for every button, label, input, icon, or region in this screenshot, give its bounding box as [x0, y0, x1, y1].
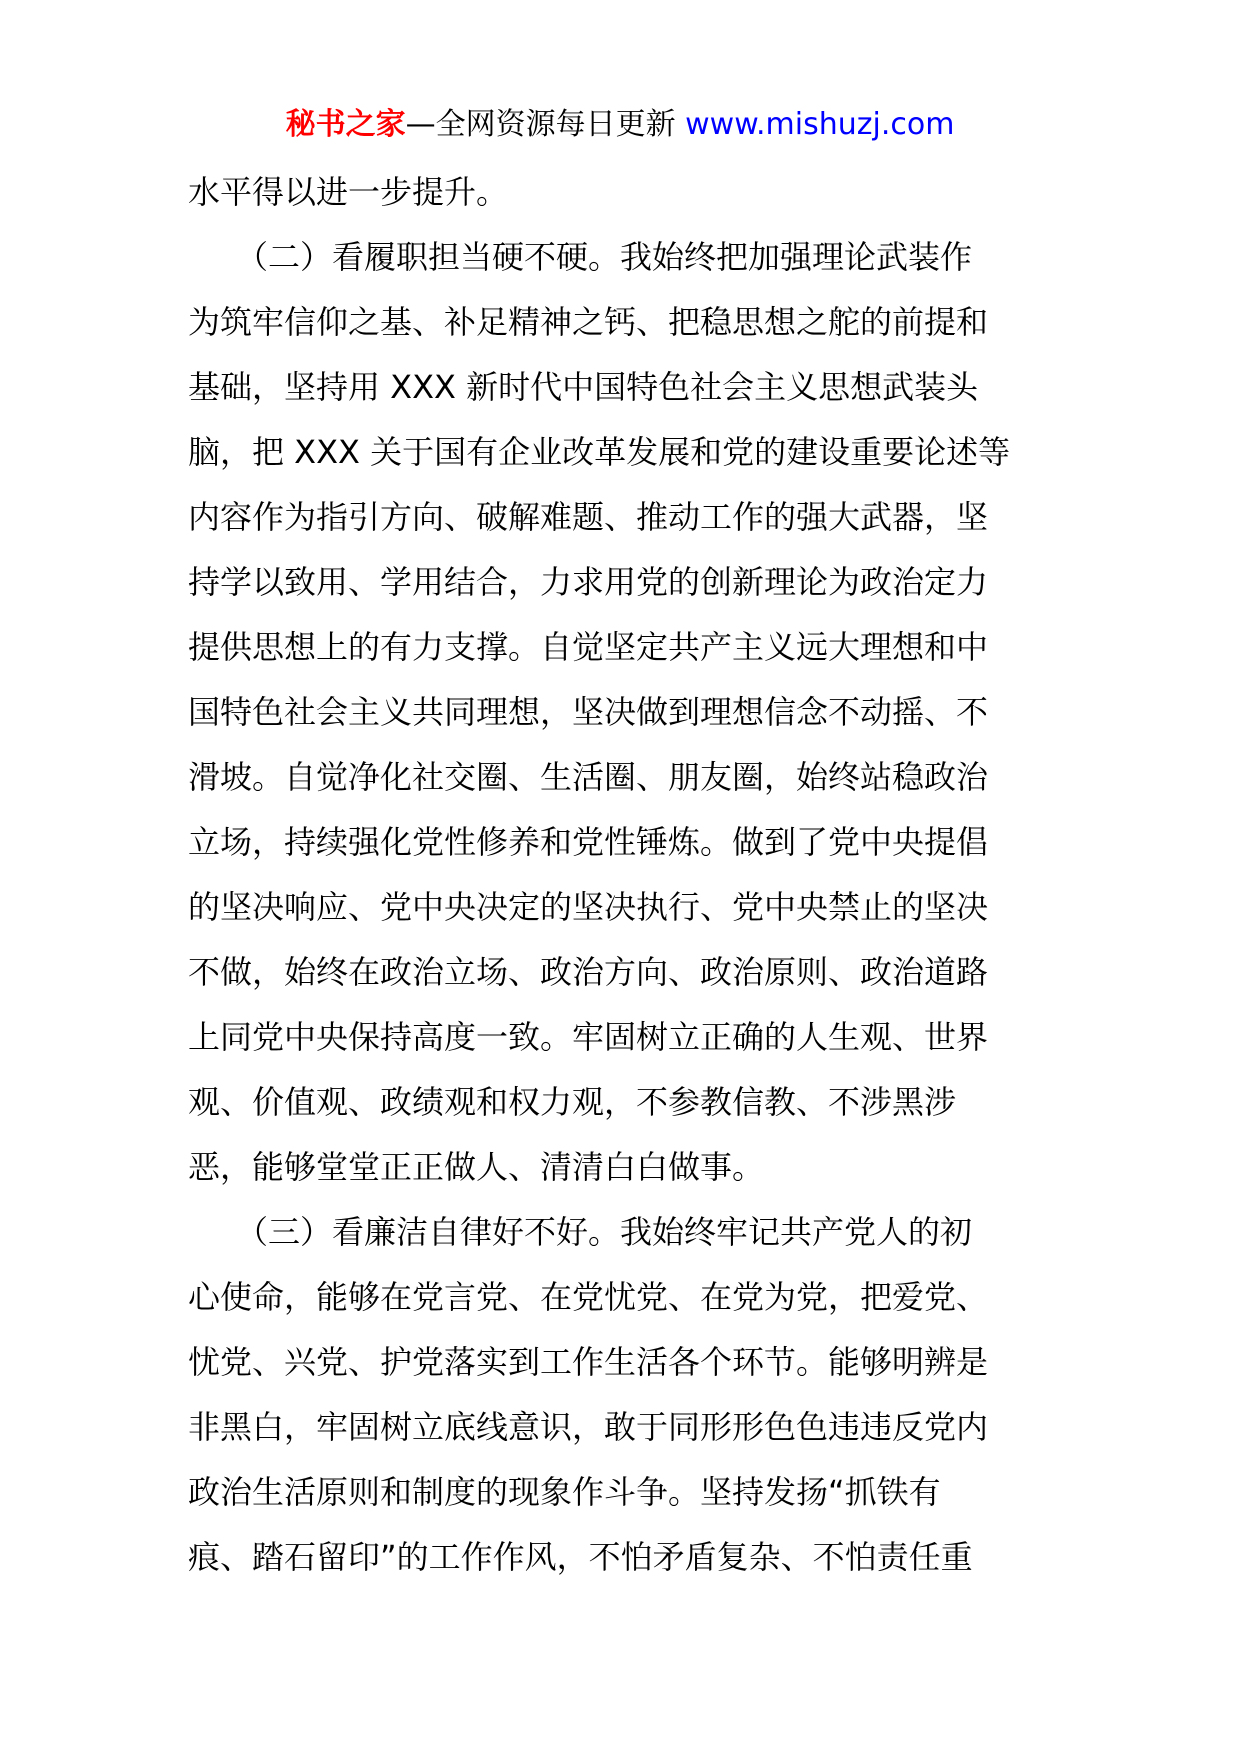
text-line: 上同党中央保持高度一致。牢固树立正确的人生观、世界: [188, 1018, 989, 1056]
text-line: （三）看廉洁自律好不好。我始终牢记共产党人的初: [188, 1213, 973, 1251]
site-tagline: —全网资源每日更新: [405, 107, 686, 142]
text-line: 痕、踏石留印”的工作作风，不怕矛盾复杂、不怕责任重: [188, 1538, 973, 1576]
text-line: 政治生活原则和制度的现象作斗争。坚持发扬“抓铁有: [188, 1473, 941, 1511]
text-line: 脑，把 XXX 关于国有企业改革发展和党的建设重要论述等: [188, 433, 1011, 471]
text-line: 观、价值观、政绩观和权力观，不参教信教、不涉黑涉: [188, 1083, 957, 1121]
text-line: 为筑牢信仰之基、补足精神之钙、把稳思想之舵的前提和: [188, 303, 989, 341]
text-line: 不做，始终在政治立场、政治方向、政治原则、政治道路: [188, 953, 989, 991]
document-body: [188, 160, 1068, 1590]
text-line: 基础，坚持用 XXX 新时代中国特色社会主义思想武装头: [188, 368, 979, 406]
text-line: 恶，能够堂堂正正做人、清清白白做事。: [188, 1148, 765, 1186]
site-brand: 秘书之家: [285, 107, 406, 142]
text-line: 非黑白，牢固树立底线意识，敢于同形形色色违违反党内: [188, 1408, 989, 1446]
text-line: 提供思想上的有力支撑。自觉坚定共产主义远大理想和中: [188, 628, 989, 666]
text-line: 内容作为指引方向、破解难题、推动工作的强大武器，坚: [188, 498, 989, 536]
text-line: （二）看履职担当硬不硬。我始终把加强理论武装作: [188, 238, 973, 276]
text-line: 心使命，能够在党言党、在党忧党、在党为党，把爱党、: [188, 1278, 989, 1316]
text-line: 水平得以进一步提升。: [188, 173, 509, 211]
site-header: [0, 100, 1240, 150]
text-line: 国特色社会主义共同理想，坚决做到理想信念不动摇、不: [188, 693, 989, 731]
text-line: 的坚决响应、党中央决定的坚决执行、党中央禁止的坚决: [188, 888, 989, 926]
text-line: 持学以致用、学用结合，力求用党的创新理论为政治定力: [188, 563, 989, 601]
site-url-link[interactable]: www.mishuzj.com: [685, 107, 955, 142]
text-line: 滑坡。自觉净化社交圈、生活圈、朋友圈，始终站稳政治: [188, 758, 989, 796]
text-line: 忧党、兴党、护党落实到工作生活各个环节。能够明辨是: [188, 1343, 989, 1381]
text-line: 立场，持续强化党性修养和党性锤炼。做到了党中央提倡: [188, 823, 989, 861]
